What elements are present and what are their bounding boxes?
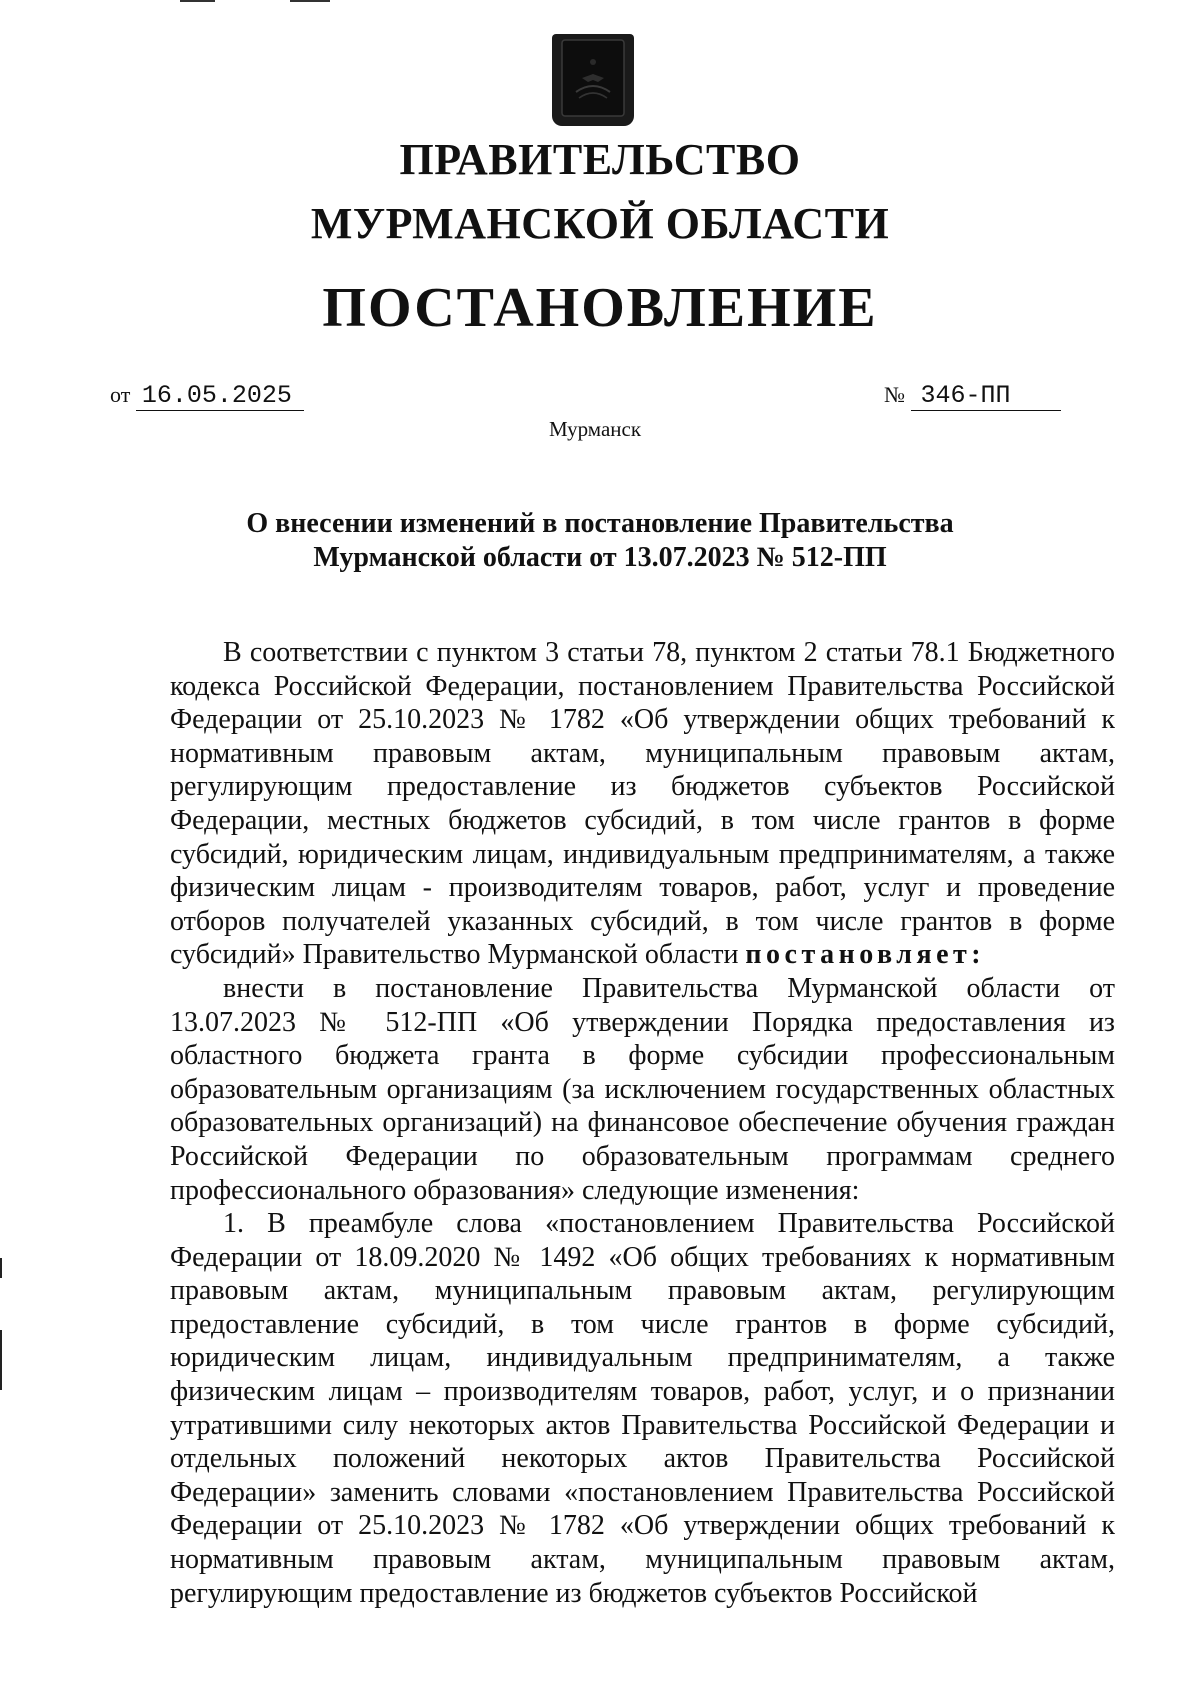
document-subject (150, 507, 1050, 575)
org-name-line-2: МУРМАНСКОЙ ОБЛАСТИ (310, 199, 890, 248)
scan-edge-mark (0, 1330, 2, 1390)
document-date: 16.05.2025 (136, 381, 304, 411)
document-body (170, 636, 1115, 1610)
subject-line-2: Мурманской области от 13.07.2023 № 512-ПП (313, 542, 887, 573)
scan-edge-mark (0, 1258, 2, 1278)
decree-word: постановляет: (745, 939, 986, 971)
city: Мурманск (548, 417, 642, 441)
org-name-line-1: ПРАВИТЕЛЬСТВО (399, 135, 801, 184)
preamble-paragraph (170, 636, 1115, 972)
number-prefix: № (884, 382, 905, 407)
document-number: 346-ПП (911, 381, 1061, 411)
amendment-intro-paragraph: внести в постановление Правительства Мурманской области от 13.07.2023 № 512-ПП «Об утверждении Порядка предоставления из областного бюджета гранта в форме субсидии профессиональным образовательным организациям (за исключением государственных областных образовательных организаций) на финансовое обеспечение обучения граждан Российской Федерации по образовательным программам среднего профессионального образования» следующие изменения: (170, 972, 1115, 1206)
scan-edge-mark (290, 0, 330, 2)
coat-of-arms-emblem (552, 34, 634, 126)
item-1-paragraph: 1. В преамбуле слова «постановлением Правительства Российской Федерации от 18.09.2020 № 1492 «Об общих требованиях к нормативным правовым актам, муниципальным правовым актам, регулирующим предоставление субсидий, в том числе грантов в форме субсидий, юридическим лицам, индивидуальным предпринимателям, а также физическим лицам – производителям товаров, работ, услуг, и о признании утратившими силу некоторых актов Правительства Российской Федерации и отдельных положений некоторых актов Правительства Российской Федерации» заменить словами «постановлением Правительства Российской Федерации от 25.10.2023 № 1782 «Об утверждении общих требований к нормативным правовым актам, муниципальным правовым актам, регулирующим предоставление из бюджетов субъектов Российской (170, 1208, 1115, 1609)
number-line (884, 381, 1061, 411)
date-prefix: от (110, 382, 131, 407)
scan-edge-mark (180, 0, 215, 2)
coat-of-arms-icon (552, 34, 634, 126)
preamble-text: В соответствии с пунктом 3 статьи 78, пунктом 2 статьи 78.1 Бюджетного кодекса Российской Федерации, постановлением Правительства Российской Федерации от 25.10.2023 № 1782 «Об утверждении общих требований к нормативным правовым актам, муниципальным правовым актам, регулирующим предоставление из бюджетов субъектов Российской Федерации, местных бюджетов субсидий, в том числе грантов в форме субсидий, юридическим лицам, индивидуальным предпринимателям, а также физическим лицам - производителям товаров, работ, услуг и проведение отборов получателей указанных субсидий, в том числе грантов в форме субсидий» Правительство Мурманской области (170, 637, 1115, 971)
subject-line-1: О внесении изменений в постановление Правительства (246, 508, 954, 539)
date-line (110, 381, 304, 411)
document-type: ПОСТАНОВЛЕНИЕ (322, 277, 878, 339)
